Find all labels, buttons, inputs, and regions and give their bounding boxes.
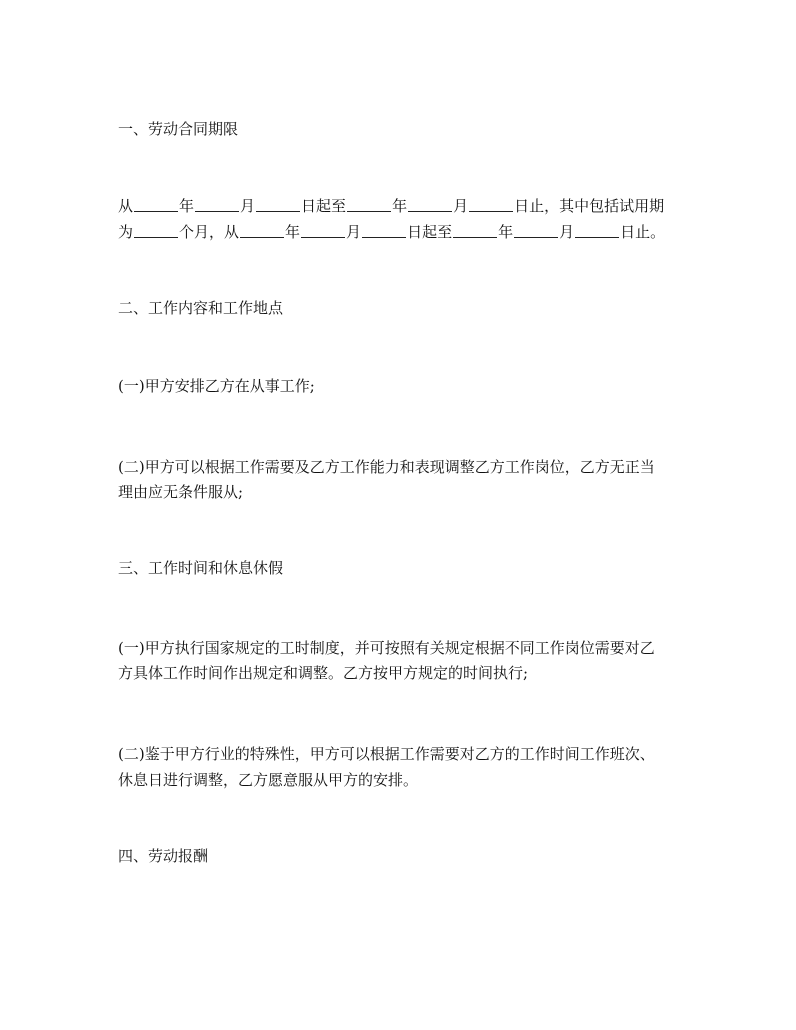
contract-term-line-2: 为 个月，从 年 月 日起至 年 月 日止。 xyxy=(118,223,666,241)
blank-field[interactable] xyxy=(240,222,284,238)
blank-field[interactable] xyxy=(469,196,513,212)
blank-field[interactable] xyxy=(134,196,178,212)
paragraph-2-2-line-1: (二)甲方可以根据工作需要及乙方工作能力和表现调整乙方工作岗位，乙方无正当 xyxy=(118,458,655,476)
paragraph-3-1-line-2: 方具体工作时间作出规定和调整。乙方按甲方规定的时间执行; xyxy=(118,664,529,682)
paragraph-3-1-line-1: (一)甲方执行国家规定的工时制度，并可按照有关规定根据不同工作岗位需要对乙 xyxy=(118,639,655,657)
section-heading-2: 二、工作内容和工作地点 xyxy=(118,299,284,317)
contract-term-line-1: 从 年 月 日起至 年 月 日止，其中包括试用期 xyxy=(118,197,665,215)
blank-field[interactable] xyxy=(195,196,239,212)
paragraph-2-2-line-2: 理由应无条件服从; xyxy=(118,483,244,501)
section-heading-1: 一、劳动合同期限 xyxy=(118,120,239,138)
blank-field[interactable] xyxy=(453,222,497,238)
blank-field[interactable] xyxy=(256,196,300,212)
section-heading-3: 三、工作时间和休息休假 xyxy=(118,559,284,577)
blank-field[interactable] xyxy=(408,196,452,212)
blank-field[interactable] xyxy=(362,222,406,238)
blank-field[interactable] xyxy=(134,222,178,238)
paragraph-3-2-line-2: 休息日进行调整，乙方愿意服从甲方的安排。 xyxy=(118,771,419,789)
section-heading-4: 四、劳动报酬 xyxy=(118,847,209,865)
paragraph-2-1: (一)甲方安排乙方在从事工作; xyxy=(118,377,315,395)
blank-field[interactable] xyxy=(575,222,619,238)
blank-field[interactable] xyxy=(347,196,391,212)
blank-field[interactable] xyxy=(514,222,558,238)
paragraph-3-2-line-1: (二)鉴于甲方行业的特殊性，甲方可以根据工作需要对乙方的工作时间工作班次、 xyxy=(118,745,655,763)
blank-field[interactable] xyxy=(301,222,345,238)
